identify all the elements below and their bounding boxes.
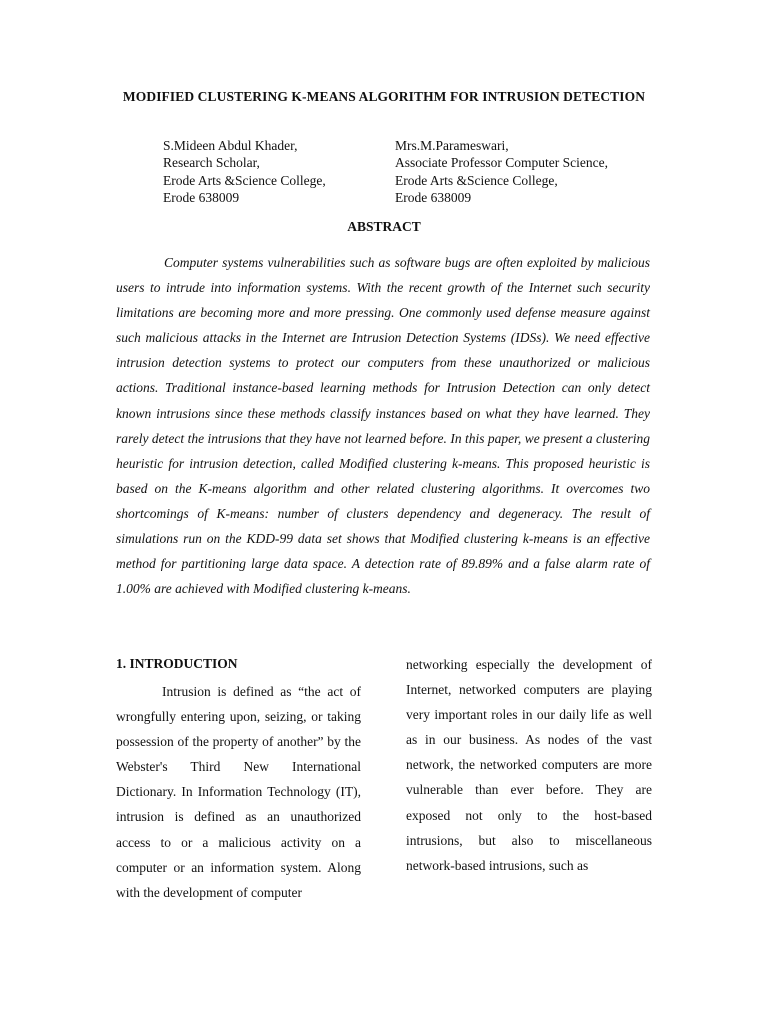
author-block-1 bbox=[163, 137, 326, 206]
author-affiliation: Erode Arts &Science College, bbox=[395, 172, 558, 188]
intro-left-column bbox=[116, 654, 361, 905]
intro-paragraph-right: networking especially the development of Internet, networked computers are playing very important roles in our daily life as well as in our business. As nodes of the vast network, the networked computers are more vulnerable than ever before. They are exposed not only to the host-based intrusions, but also to miscellaneous network-based intrusions, such as bbox=[406, 657, 652, 873]
author-name: S.Mideen Abdul Khader, bbox=[163, 138, 298, 153]
abstract-text: Computer systems vulnerabilities such as software bugs are often exploited by malicious users to intrude into information systems. With the recent growth of the Internet such security limitations are becoming more and more pressing. One commonly used defense measure against such malicious attacks in the Internet are Intrusion Detection Systems (IDSs). We need effective intrusion detection systems to protect our computers from these unauthorized or malicious actions. Traditional instance-based learning methods for Intrusion Detection can only detect known intrusions since these methods classify instances based on what they have learned. They rarely detect the intrusions that they have not learned before. In this paper, we present a clustering heuristic for intrusion detection, called Modified clustering k-means. This proposed heuristic is based on the K-means algorithm and other related clustering algorithms. It overcomes two shortcomings of K-means: number of clusters dependency and degeneracy. The result of simulations run on the KDD-99 data set shows that Modified clustering k-means is an effective method for partitioning large data space. A detection rate of 89.89% and a false alarm rate of 1.00% are achieved with Modified clustering k-means. bbox=[116, 255, 650, 597]
introduction-heading: 1. INTRODUCTION bbox=[116, 656, 238, 671]
intro-paragraph-left: Intrusion is defined as “the act of wrongfully entering upon, seizing, or taking possession of the property of another” by the Webster's Third New International Dictionary. In Information Technology (IT), intrusion is defined as an unauthorized access to or a malicious activity on a computer or an information system. Along with the development of computer bbox=[116, 684, 361, 900]
intro-right-column bbox=[406, 652, 652, 878]
author-role: Associate Professor Computer Science, bbox=[395, 155, 608, 171]
abstract-heading: ABSTRACT bbox=[347, 219, 421, 234]
author-affiliation: Erode Arts &Science College, bbox=[163, 172, 326, 188]
author-block-2 bbox=[395, 137, 608, 206]
author-address: Erode 638009 bbox=[163, 189, 240, 205]
author-name: Mrs.M.Parameswari, bbox=[395, 138, 509, 153]
author-role: Research Scholar, bbox=[163, 155, 260, 171]
paper-title: MODIFIED CLUSTERING K-MEANS ALGORITHM FOR INTRUSION DETECTION bbox=[122, 89, 646, 104]
author-address: Erode 638009 bbox=[395, 189, 472, 205]
